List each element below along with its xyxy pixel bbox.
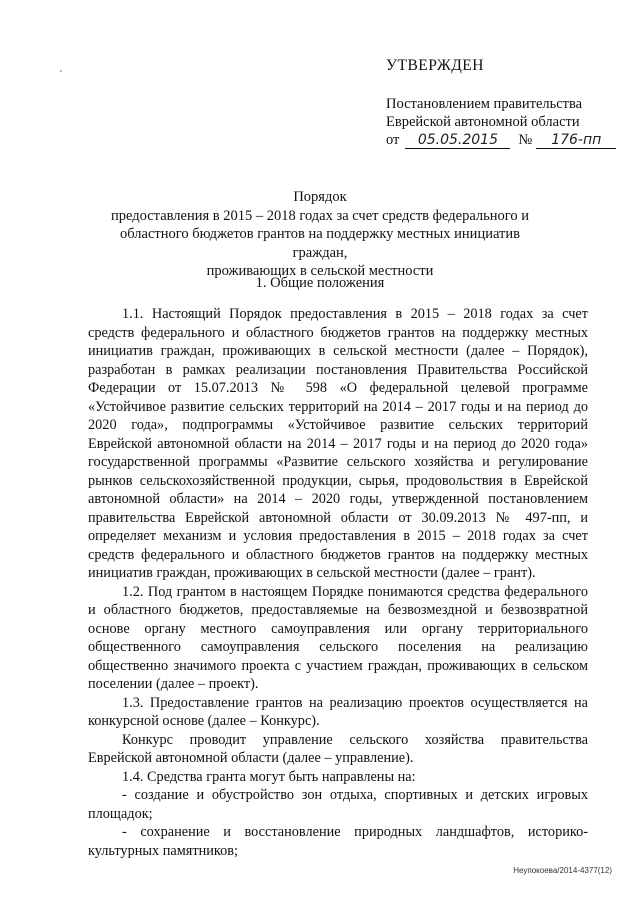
handwritten-date: 05.05.2015 [405, 132, 510, 149]
approval-date-number-row [386, 131, 626, 149]
approval-heading: УТВЕРЖДЕН [386, 57, 484, 74]
title-line-2: предоставления в 2015 – 2018 годах за счет средств федерального и [111, 207, 529, 224]
document-body [88, 305, 588, 860]
number-label: № [518, 132, 533, 148]
paragraph-1-1: 1.1. Настоящий Порядок предоставления в 2015 – 2018 годах за счет средств федерального и областного бюджетов грантов на поддержку местных инициатив граждан, проживающих в сельской местности (далее – Порядок), разработан в рамках реализации постановления Правительства Российской Федерации от 15.07.2013 № 598 «О федеральной целевой программе «Устойчивое развитие сельских территорий на 2014 – 2017 годы и на период до 2020 года», подпрограммы «Устойчивое развитие сельских территорий Еврейской автономной области на 2014 – 2017 годы и на период до 2020 года» государственной программы «Развитие сельского хозяйства и регулирование рынков сельскохозяйственной продукции, сырья, продовольствия в Еврейской автономной области» на 2014 – 2020 годы, утвержденной постановлением правительства Еврейской автономной области от 30.09.2013 № 497-пп, и определяет механизм и условия предоставления в 2015 – 2018 годах за счет средств федерального и областного бюджетов грантов на поддержку местных инициатив граждан, проживающих в сельской местности (далее – грант). [88, 306, 588, 581]
list-item-landscapes: - сохранение и восстановление природных ландшафтов, историко-культурных памятников; [88, 824, 588, 859]
title-line-3: областного бюджетов грантов на поддержку местных инициатив граждан, [120, 226, 520, 261]
from-label: от [386, 132, 400, 148]
paragraph-contest: Конкурс проводит управление сельского хозяйства правительства Еврейской автономной области (далее – управление). [88, 731, 588, 766]
approval-line-1: Постановлением правительства [386, 96, 583, 112]
title-line-1: Порядок [293, 189, 347, 205]
list-item-zones: - создание и обустройство зон отдыха, спортивных и детских игровых площадок; [88, 787, 588, 822]
approval-line-2: Еврейской автономной области [386, 114, 580, 130]
handwritten-number: 176-пп [536, 132, 616, 149]
approval-stamp [386, 57, 626, 149]
footer-code: Неупокоева/2014-4377(12) [513, 866, 612, 875]
section-heading: 1. Общие положения [255, 275, 385, 291]
scan-mark [60, 70, 62, 72]
document-title [100, 188, 540, 281]
paragraph-1-4: 1.4. Средства гранта могут быть направлены на: [122, 768, 416, 785]
paragraph-1-2: 1.2. Под грантом в настоящем Порядке понимаются средства федерального и областного бюджетов, предоставляемые на безвозмездной и безвозвратной основе органу местного самоуправления или органу территориального общественного самоуправления сельского поселения на реализацию общественно значимого проекта с участием граждан, проживающих в сельском поселении (далее – проект). [88, 583, 588, 692]
paragraph-1-3: 1.3. Предоставление грантов на реализацию проектов осуществляется на конкурсной основе (далее – Конкурс). [88, 694, 588, 729]
title-line-4: проживающих в сельской местности [206, 263, 434, 279]
